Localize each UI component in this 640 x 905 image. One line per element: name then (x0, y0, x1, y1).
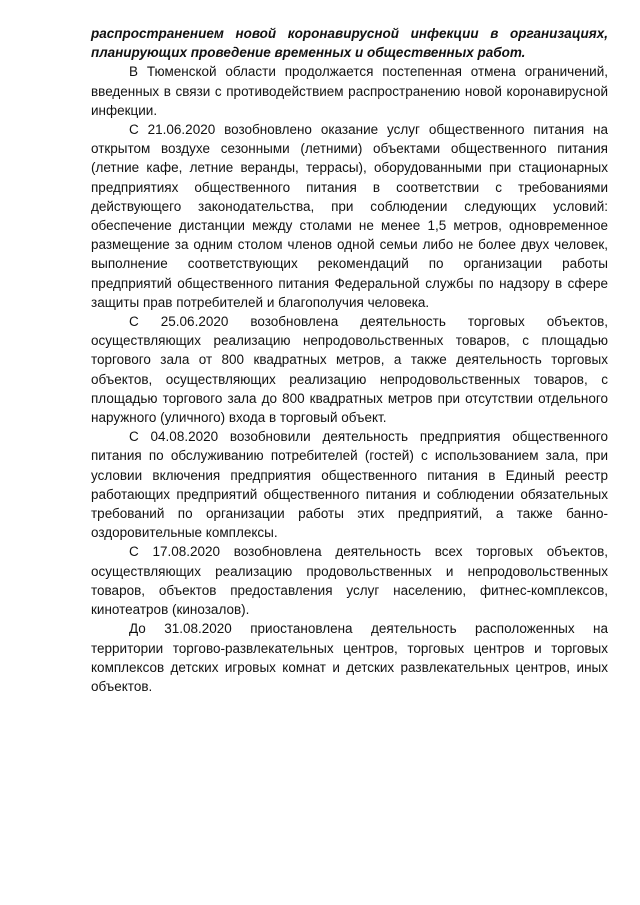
paragraph-restrictions-intro: В Тюменской области продолжается постепенная отмена ограничений, введенных в связи с противодействием распространению новой коронавирусной инфекции. (91, 64, 608, 118)
paragraph-catering-outdoor: С 21.06.2020 возобновлено оказание услуг общественного питания на открытом воздухе сезонными (летними) объектами общественного питания (летние кафе, летние веранды, террасы), оборудованными при стационарных предприятиях общественного питания в соответствии с требованиями действующего законодательства, при соблюдении следующих условий: обеспечение дистанции между столами не менее 1,5 метров, одновременное размещение за одним столом членов одной семьи либо не более двух человек, выполнение соответствующих рекомендаций по организации работы предприятий общественного питания Федеральной службы по надзору в сфере защиты прав потребителей и благополучия человека. (91, 122, 608, 310)
document-heading: распространением новой коронавирусной инфекции в организациях, планирующих проведение временных и общественных работ. (91, 26, 608, 61)
paragraph-all-retail: С 17.08.2020 возобновлена деятельность всех торговых объектов, осуществляющих реализацию продовольственных и непродовольственных товаров, объектов предоставления услуг населению, фитнес-комплексов, кинотеатров (кинозалов). (91, 544, 608, 618)
paragraph-suspended-activities: До 31.08.2020 приостановлена деятельность расположенных на территории торгово-развлекательных центров, торговых центров и торговых комплексов детских игровых комнат и детских развлекательных центров, иных объектов. (91, 621, 608, 694)
paragraph-non-food-retail: С 25.06.2020 возобновлена деятельность торговых объектов, осуществляющих реализацию непродовольственных товаров, с площадью торгового зала от 800 квадратных метров, а также деятельность торговых объектов, осуществляющих реализацию непродовольственных товаров, с площадью торгового зала до 800 квадратных метров при отсутствии отдельного наружного (уличного) входа в торговый объект. (91, 314, 608, 426)
paragraph-catering-halls: С 04.08.2020 возобновили деятельность предприятия общественного питания по обслуживанию потребителей (гостей) с использованием зала, при условии включения предприятия общественного питания в Единый реестр работающих предприятий общественного питания и соблюдении обязательных требований по организации работы этих предприятий, а также банно-оздоровительные комплексы. (91, 429, 608, 541)
document-page (91, 24, 608, 696)
